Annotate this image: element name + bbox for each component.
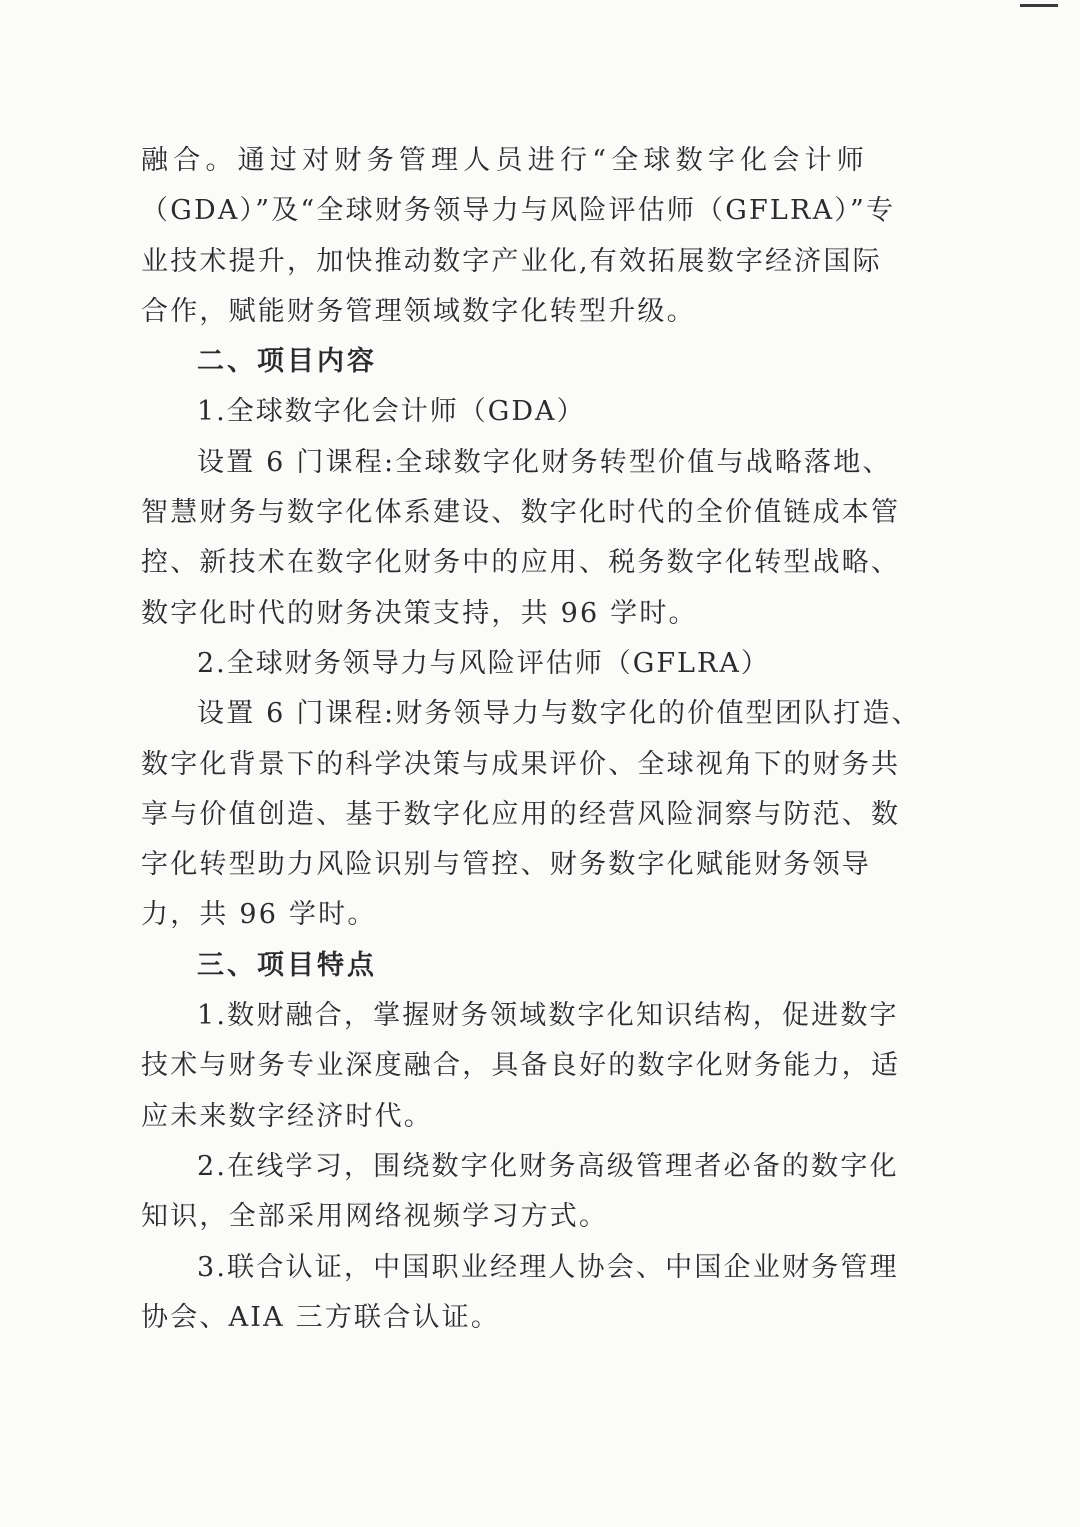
text-line: 2.在线学习，围绕数字化财务高级管理者必备的数字化 — [197, 1150, 899, 1182]
text-line: 合作，赋能财务管理领域数字化转型升级。 — [141, 295, 696, 327]
page-corner-mark — [1020, 4, 1058, 7]
text-line: 技术与财务专业深度融合，具备良好的数字化财务能力，适 — [141, 1050, 901, 1082]
text-line: 数字化背景下的科学决策与成果评价、全球视角下的财务共 — [141, 748, 901, 780]
feature-paragraph-2 — [141, 1142, 899, 1243]
text-line: 3.联合认证，中国职业经理人协会、中国企业财务管理 — [197, 1251, 899, 1283]
feature-paragraph-1 — [141, 991, 901, 1142]
text-line: 设置 6 门课程:全球数字化财务转型价值与战略落地、 — [197, 446, 892, 478]
subheading-gda: 1.全球数字化会计师（GDA） — [197, 396, 586, 428]
text-line: 1.数财融合，掌握财务领域数字化知识结构，促进数字 — [197, 1000, 899, 1032]
text-line: 数字化时代的财务决策支持，共 96 学时。 — [141, 597, 698, 629]
document-body — [141, 136, 921, 1343]
text-line: （GDA）”及“全球财务领导力与风险评估师（GFLRA）”专 — [141, 195, 896, 227]
text-line: 应未来数字经济时代。 — [141, 1100, 433, 1132]
text-line: 业技术提升，加快推动数字产业化,有效拓展数字经济国际 — [141, 245, 882, 277]
text-line: 协会、AIA 三方联合认证。 — [141, 1301, 501, 1333]
text-line: 字化转型助力风险识别与管控、财务数字化赋能财务领导 — [141, 849, 871, 881]
text-line: 力，共 96 学时。 — [141, 899, 377, 931]
section-heading-project-content: 二、项目内容 — [197, 346, 377, 378]
text-line: 知识，全部采用网络视频学习方式。 — [141, 1201, 609, 1233]
text-line: 融合。通过对财务管理人员进行“全球数字化会计师 — [141, 145, 866, 176]
feature-paragraph-3 — [141, 1243, 899, 1344]
intro-paragraph — [141, 136, 896, 337]
section-heading-project-features: 三、项目特点 — [197, 949, 377, 981]
text-line: 享与价值创造、基于数字化应用的经营风险洞察与防范、数 — [141, 798, 901, 830]
text-line: 控、新技术在数字化财务中的应用、税务数字化转型战略、 — [141, 547, 901, 579]
text-line: 设置 6 门课程:财务领导力与数字化的价值型团队打造、 — [197, 698, 921, 730]
gflra-paragraph — [141, 689, 921, 940]
gda-paragraph — [141, 438, 901, 639]
subheading-gflra: 2.全球财务领导力与风险评估师（GFLRA） — [197, 647, 770, 679]
text-line: 智慧财务与数字化体系建设、数字化时代的全价值链成本管 — [141, 497, 901, 529]
